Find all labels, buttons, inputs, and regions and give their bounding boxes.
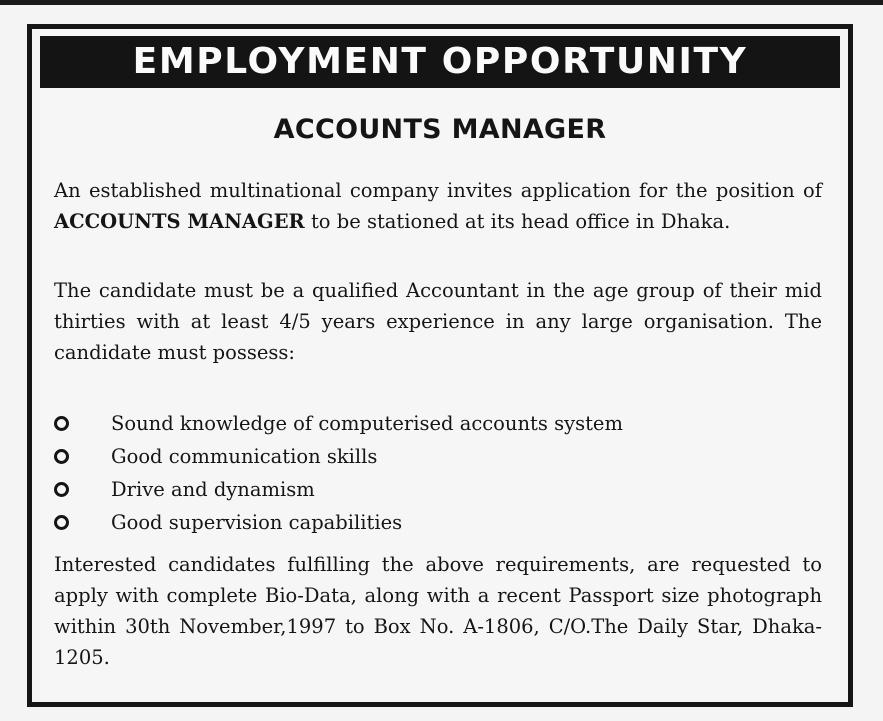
requirements-paragraph: The candidate must be a qualified Accountant in the age group of their mid thirties with at least 4/5 years experience in any large organisation. The candidate must possess: [54,279,822,364]
requirements-list [54,407,834,539]
banner-heading: EMPLOYMENT OPPORTUNITY [40,36,840,88]
list-item-text: Good communication skills [111,445,378,468]
position-emphasis: ACCOUNTS MANAGER [54,210,305,233]
job-title: ACCOUNTS MANAGER [273,114,607,145]
ring-bullet-icon [54,449,69,464]
application-paragraph: Interested candidates fulfilling the above requirements, are requested to apply with complete Bio-Data, along with a recent Passport size photograph within 30th November,1997 to Box No. A-1806, C/O.The Daily Star, Dhaka-1205. [54,553,822,669]
intro-text-start: An established multinational company invites application for the position of [54,179,822,202]
list-item [54,407,834,440]
list-item-text: Drive and dynamism [111,478,315,501]
intro-paragraph [54,175,822,237]
ring-bullet-icon [54,482,69,497]
top-rule [0,0,883,5]
ring-bullet-icon [54,515,69,530]
ring-bullet-icon [54,416,69,431]
intro-text-end: to be stationed at its head office in Dhaka. [304,210,731,233]
list-item-text: Sound knowledge of computerised accounts system [111,412,623,435]
list-item-text: Good supervision capabilities [111,511,403,534]
list-item [54,473,834,506]
list-item [54,506,834,539]
list-item [54,440,834,473]
advertisement-frame [27,24,853,707]
